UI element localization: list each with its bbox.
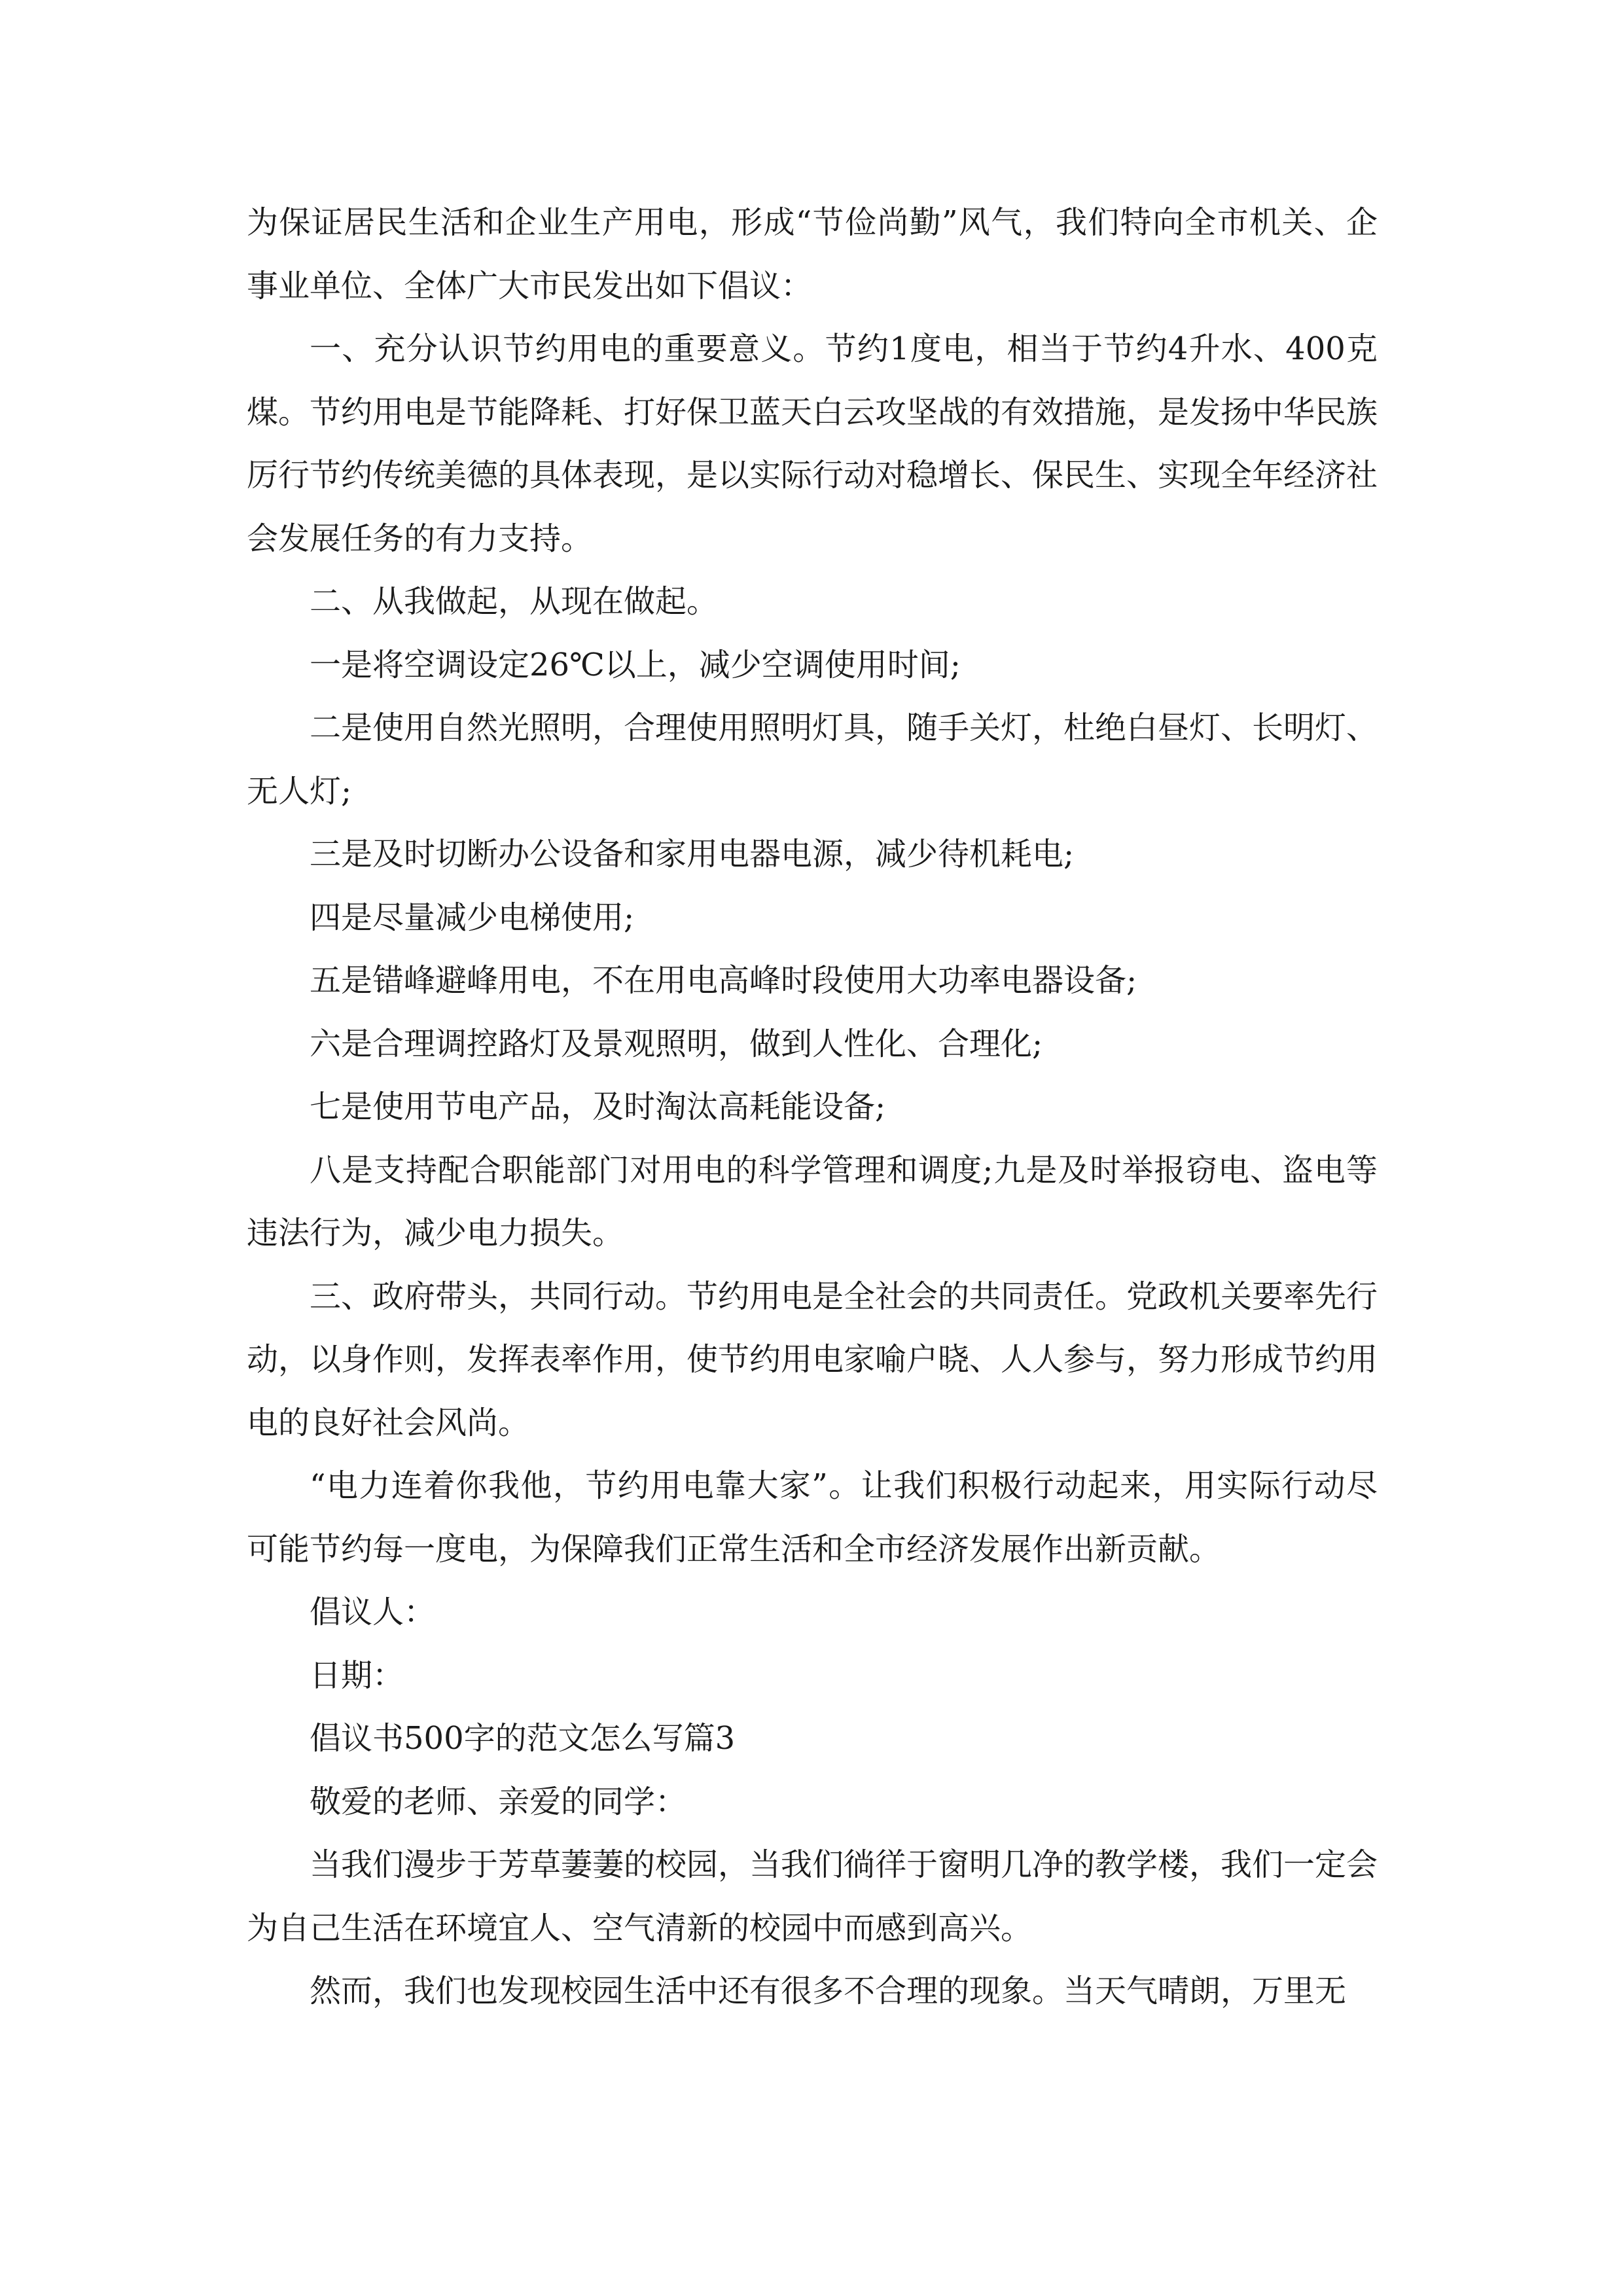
paragraph-campus-intro: 当我们漫步于芳草萋萋的校园，当我们徜徉于窗明几净的教学楼，我们一定会为自己生活在环境宜人、空气清新的校园中而感到高兴。 [247, 1846, 1378, 1946]
section-heading: 倡议书500字的范文怎么写篇3 [310, 1720, 736, 1757]
paragraph-intro: 为保证居民生活和企业生产用电，形成“节俭尚勤”风气，我们特向全市机关、企事业单位、全体广大市民发出如下倡议： [247, 204, 1378, 304]
document-body [247, 191, 1378, 2023]
paragraph-item-4: 四是尽量减少电梯使用; [310, 899, 635, 936]
paragraph-item-1: 一是将空调设定26℃以上，减少空调使用时间; [310, 646, 961, 683]
salutation: 敬爱的老师、亲爱的同学： [310, 1783, 687, 1820]
paragraph-campus-issues: 然而，我们也发现校园生活中还有很多不合理的现象。当天气晴朗，万里无 [310, 1973, 1347, 2009]
paragraph-item-2: 二是使用自然光照明，合理使用照明灯具，随手关灯，杜绝白昼灯、长明灯、无人灯; [247, 709, 1378, 810]
signature-proposer: 倡议人： [310, 1594, 436, 1630]
paragraph-item-6: 六是合理调控路灯及景观照明，做到人性化、合理化; [310, 1025, 1043, 1062]
signature-date: 日期： [310, 1657, 404, 1694]
paragraph-item-3: 三是及时切断办公设备和家用电器电源，减少待机耗电; [310, 836, 1075, 872]
paragraph-item-7: 七是使用节电产品，及时淘汰高耗能设备; [310, 1088, 886, 1125]
paragraph-point-two: 二、从我做起，从现在做起。 [310, 583, 719, 620]
paragraph-point-one: 一、充分认识节约用电的重要意义。节约1度电，相当于节约4升水、400克煤。节约用电是节能降耗、打好保卫蓝天白云攻坚战的有效措施，是发扬中华民族厉行节约传统美德的具体表现，是以实际行动对稳增长、保民生、实现全年经济社会发展任务的有力支持。 [247, 331, 1378, 557]
paragraph-slogan: “电力连着你我他，节约用电靠大家”。让我们积极行动起来，用实际行动尽可能节约每一度电，为保障我们正常生活和全市经济发展作出新贡献。 [247, 1467, 1378, 1568]
paragraph-item-8-9: 八是支持配合职能部门对用电的科学管理和调度;九是及时举报窃电、盗电等违法行为，减少电力损失。 [247, 1151, 1378, 1251]
paragraph-point-three: 三、政府带头，共同行动。节约用电是全社会的共同责任。党政机关要率先行动，以身作则，发挥表率作用，使节约用电家喻户晓、人人参与，努力形成节约用电的良好社会风尚。 [247, 1278, 1378, 1441]
paragraph-item-5: 五是错峰避峰用电，不在用电高峰时段使用大功率电器设备; [310, 962, 1137, 999]
